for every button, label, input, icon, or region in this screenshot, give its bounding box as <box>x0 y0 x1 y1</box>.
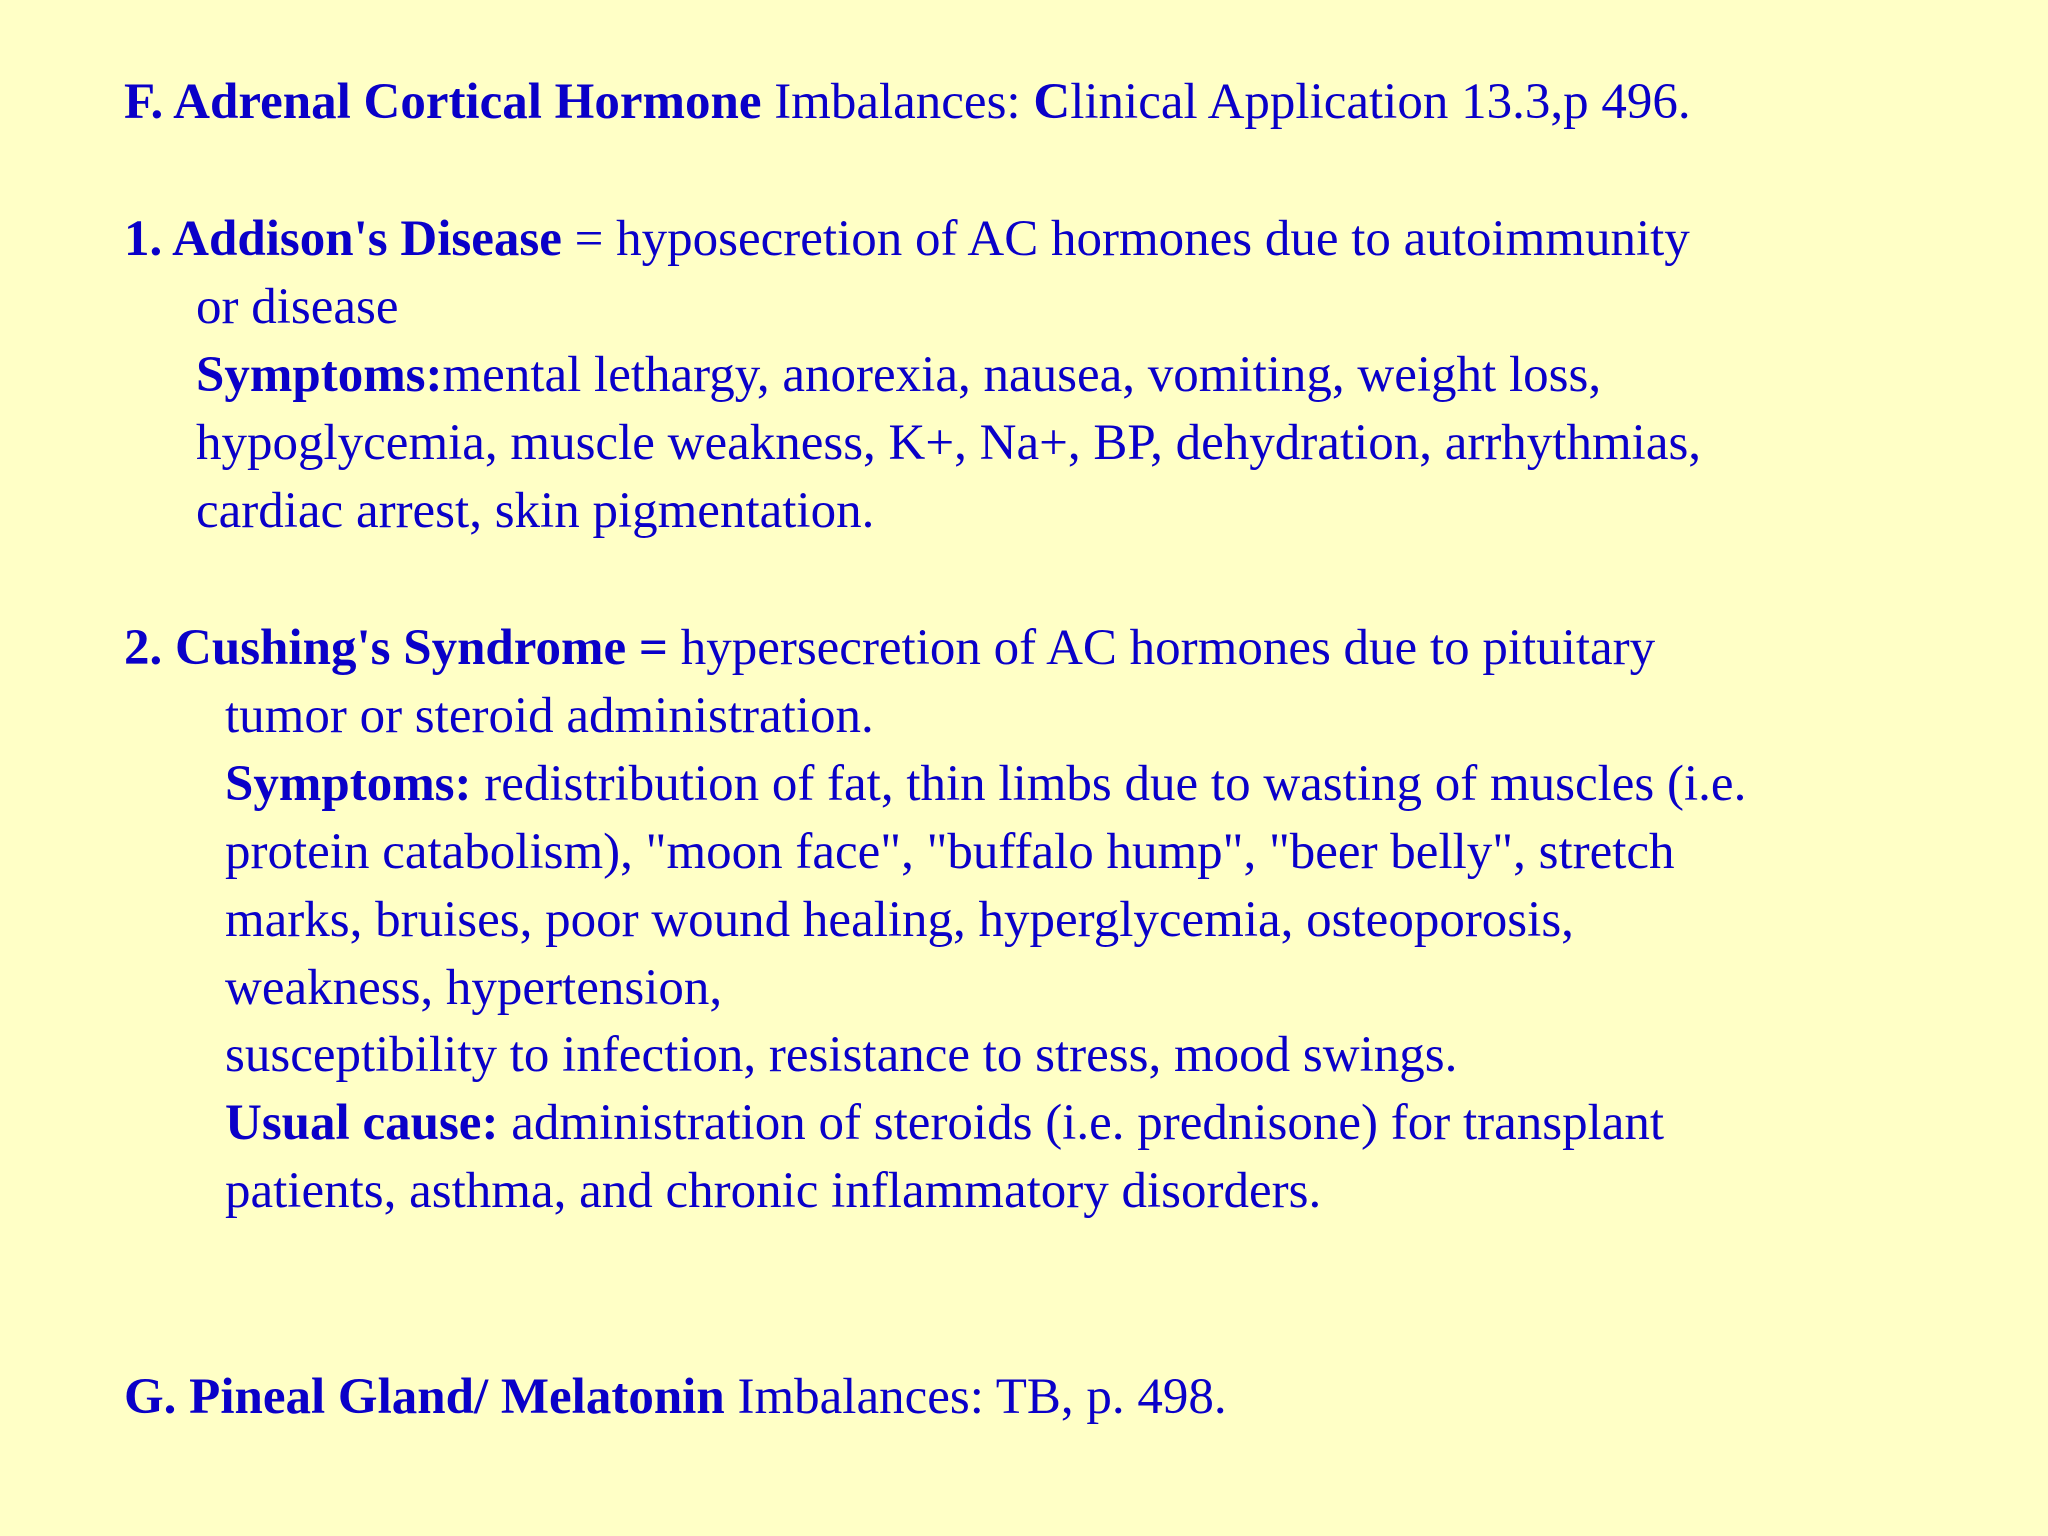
section-g-heading <box>124 1363 1227 1431</box>
heading-bold: C <box>1033 74 1071 130</box>
item2-cause <box>225 1089 1664 1157</box>
item-term: 1. Addison's Disease <box>124 211 562 267</box>
item1-title <box>124 205 1690 273</box>
symptoms-label: Symptoms: <box>196 347 443 403</box>
item2-symptoms-line: susceptibility to infection, resistance to stress, mood swings. <box>225 1027 1458 1083</box>
item-definition: hypersecretion of AC hormones due to pituitary <box>667 620 1656 676</box>
symptoms-text: mental lethargy, anorexia, nausea, vomiting, weight loss, <box>442 347 1602 403</box>
heading-text: linical Application 13.3,p 496. <box>1070 74 1691 130</box>
item2-def: tumor or steroid administration. <box>225 688 874 744</box>
item2-symptoms-line: weakness, hypertension, <box>225 960 723 1016</box>
heading-text: Imbalances: <box>761 74 1034 130</box>
item2-cause-line: patients, asthma, and chronic inflammatory disorders. <box>225 1163 1322 1219</box>
item2-title <box>124 614 1655 682</box>
heading-text: Imbalances: TB, p. 498. <box>724 1369 1227 1425</box>
item1-def: or disease <box>196 279 399 335</box>
section-f-heading <box>124 68 1691 136</box>
heading-bold: F. Adrenal Cortical Hormone <box>124 74 762 130</box>
symptoms-text: redistribution of fat, thin limbs due to wasting of muscles (i.e. <box>471 756 1747 812</box>
item-term: 2. Cushing's Syndrome = <box>124 620 668 676</box>
item-definition: = hyposecretion of AC hormones due to autoimmunity <box>561 211 1690 267</box>
cause-label: Usual cause: <box>225 1095 499 1151</box>
heading-bold: G. Pineal Gland/ Melatonin <box>124 1369 725 1425</box>
item2-symptoms-line: marks, bruises, poor wound healing, hyperglycemia, osteoporosis, <box>225 892 1574 948</box>
item1-symptoms-line: hypoglycemia, muscle weakness, K+, Na+, BP, dehydration, arrhythmias, <box>196 415 1702 471</box>
item2-symptoms-line: protein catabolism), "moon face", "buffalo hump", "beer belly", stretch <box>225 824 1675 880</box>
item2-symptoms <box>225 750 1746 818</box>
symptoms-label: Symptoms: <box>225 756 472 812</box>
item1-symptoms-line: cardiac arrest, skin pigmentation. <box>196 483 875 539</box>
cause-text: administration of steroids (i.e. prednisone) for transplant <box>498 1095 1665 1151</box>
item1-symptoms <box>196 341 1601 409</box>
